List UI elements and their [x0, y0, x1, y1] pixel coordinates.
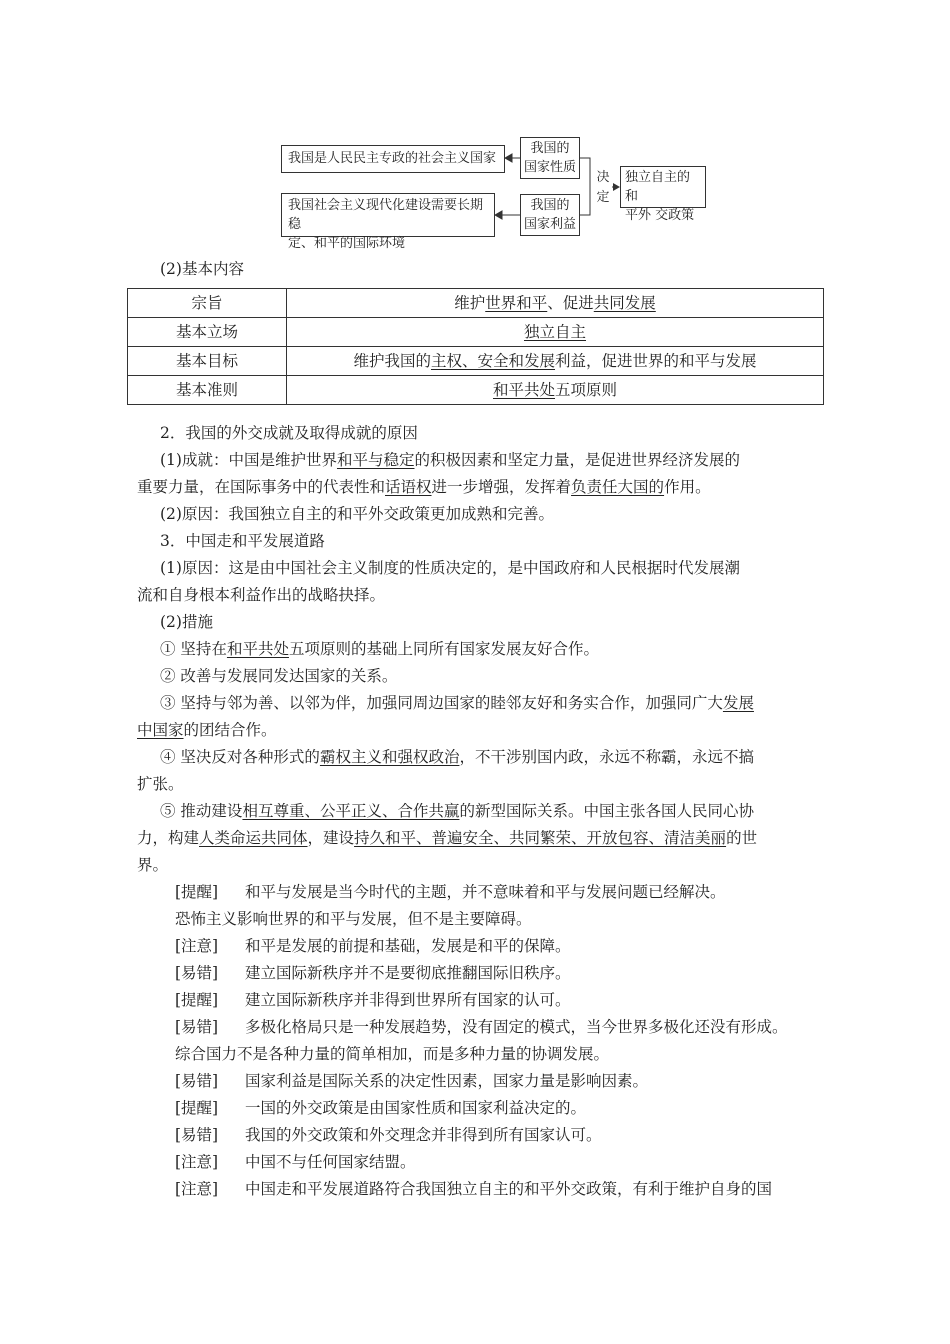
note-tag: [易错] [175, 964, 219, 982]
key-term: 世界和平 [485, 294, 548, 312]
paragraph-line [160, 609, 213, 635]
table-row [128, 376, 824, 405]
note-tag: [易错] [175, 1018, 219, 1036]
table-value [287, 347, 824, 376]
box-national-nature-line2: 国家性质 [523, 160, 576, 175]
key-term: 发展 [722, 694, 754, 712]
text-span: 五项原则 [555, 381, 618, 399]
note-line [175, 906, 532, 932]
key-term: 共同发展 [593, 294, 656, 312]
paragraph-line [160, 690, 754, 716]
text-span: (1)原因：这是由中国社会主义制度的性质决定的，是中国政府和人民根据时代发展潮 [160, 559, 740, 577]
note-text: 恐怖主义影响世界的和平与发展，但不是主要障碍。 [175, 910, 532, 928]
note-tag: [易错] [175, 1072, 219, 1090]
table-row [128, 289, 824, 318]
note-text: 综合国力不是各种力量的简单相加，而是多种力量的协调发展。 [175, 1045, 610, 1063]
note-text: 中国走和平发展道路符合我国独立自主的和平外交政策，有利于维护自身的国 [245, 1180, 773, 1198]
note-tag: [提醒] [175, 991, 219, 1009]
box-national-interest-desc-line2: 定、和平的国际环境 [288, 236, 406, 251]
note-text: 一国的外交政策是由国家性质和国家利益决定的。 [245, 1099, 587, 1117]
key-term: 霸权主义和强权政治 [319, 748, 460, 766]
note-line [175, 987, 571, 1013]
paragraph-line [160, 447, 740, 473]
paragraph-line [160, 420, 418, 446]
decide-char1: 决 [596, 170, 610, 185]
note-tag: [易错] [175, 1126, 219, 1144]
note-line [175, 1068, 648, 1094]
note-line [175, 1014, 788, 1040]
table-value [287, 289, 824, 318]
text-span: 利益，促进世界的和平与发展 [555, 352, 757, 370]
box-national-nature-line1: 我国的 [530, 141, 570, 156]
paragraph-line [160, 663, 397, 689]
box-national-interest-line1: 我国的 [530, 198, 570, 213]
note-text: 和平与发展是当今时代的主题，并不意味着和平与发展问题已经解决。 [245, 883, 726, 901]
key-term: 持久和平、普遍安全、共同繁荣、开放包容、清洁美丽 [354, 829, 727, 847]
text-span: ③ 坚持与邻为善、以邻为伴，加强同周边国家的睦邻友好和务实合作，加强同广大 [160, 694, 723, 712]
note-line [175, 1176, 772, 1202]
paragraph-line [160, 798, 754, 824]
key-term: 负责任大国的 [571, 478, 665, 496]
note-text: 多极化格局只是一种发展趋势，没有固定的模式，当今世界多极化还没有形成。 [245, 1018, 788, 1036]
note-line [175, 960, 571, 986]
table-value [287, 376, 824, 405]
paragraph-line [160, 555, 740, 581]
note-line [175, 933, 571, 959]
note-line [175, 879, 726, 905]
note-text: 中国不与任何国家结盟。 [245, 1153, 416, 1171]
box-national-interest-desc-line1: 我国社会主义现代化建设需要长期稳 [288, 198, 484, 232]
key-term: 独立自主 [523, 323, 586, 341]
note-tag: [注意] [175, 1180, 219, 1198]
note-text: 我国的外交政策和外交理念并非得到所有国家认可。 [245, 1126, 602, 1144]
box-national-interest-line2: 国家利益 [523, 217, 576, 232]
arrow-interest [495, 211, 520, 219]
text-span: 3．中国走和平发展道路 [160, 532, 325, 550]
note-line [175, 1122, 602, 1148]
key-term: 人类命运共同体 [199, 829, 308, 847]
note-tag: [注意] [175, 1153, 219, 1171]
key-term: 话语权 [385, 478, 432, 496]
box-national-nature-desc: 我国是人民民主专政的社会主义国家 [281, 145, 505, 173]
text-span: 的新型国际关系。中国主张各国人民同心协 [459, 802, 754, 820]
key-term: 和平与稳定 [336, 451, 415, 469]
text-span: ① 坚持在 [160, 640, 227, 658]
note-line [175, 1095, 586, 1121]
key-term: 和平共处 [492, 381, 555, 399]
key-term: 相互尊重、公平正义、合作共赢 [242, 802, 460, 820]
text-span: 流和自身根本利益作出的战略抉择。 [137, 586, 386, 604]
text-span: 进一步增强，发挥着 [431, 478, 572, 496]
text-span: 扩张。 [137, 775, 184, 793]
text-span: 的团结合作。 [183, 721, 277, 739]
paragraph-line [137, 771, 184, 797]
table-value [287, 318, 824, 347]
text-span: ④ 坚决反对各种形式的 [160, 748, 320, 766]
key-term: 和平共处 [226, 640, 289, 658]
text-span: 维护 [454, 294, 486, 312]
paragraph-line [137, 582, 385, 608]
text-span: 维护我国的 [353, 352, 431, 370]
text-span: 五项原则的基础上同所有国家发展友好合作。 [288, 640, 599, 658]
key-term: 主权、安全和发展 [430, 352, 555, 370]
key-term: 中国家 [137, 721, 184, 739]
paragraph-line [160, 528, 325, 554]
diagram-arrows [0, 0, 950, 260]
table-key: 宗旨 [128, 289, 287, 318]
paragraph-line [160, 636, 599, 662]
text-span: ② 改善与发展同发达国家的关系。 [160, 667, 398, 685]
note-tag: [注意] [175, 937, 219, 955]
note-tag: [提醒] [175, 883, 219, 901]
table-key: 基本准则 [128, 376, 287, 405]
text-span: 的世 [726, 829, 758, 847]
text-span: (1)成就：中国是维护世界 [160, 451, 337, 469]
note-line [175, 1149, 416, 1175]
text-span: 界。 [137, 856, 169, 874]
decide-char2: 定 [596, 190, 610, 205]
table-key: 基本目标 [128, 347, 287, 376]
paragraph-line [137, 474, 711, 500]
table-row [128, 318, 824, 347]
note-tag: [提醒] [175, 1099, 219, 1117]
note-line [175, 1041, 609, 1067]
text-span: ，不干涉别国内政，永远不称霸，永远不搞 [459, 748, 754, 766]
note-text: 建立国际新秩序并不是要彻底推翻国际旧秩序。 [245, 964, 571, 982]
text-span: (2)原因：我国独立自主的和平外交政策更加成熟和完善。 [160, 505, 554, 523]
table-row [128, 347, 824, 376]
paragraph-line [137, 825, 757, 851]
text-span: 、促进 [547, 294, 594, 312]
section-title-basic-content: (2)基本内容 [160, 260, 244, 278]
note-text: 国家利益是国际关系的决定性因素，国家力量是影响因素。 [245, 1072, 649, 1090]
box-foreign-policy-line2: 平外 交政策 [625, 208, 695, 223]
text-span: ，建设 [307, 829, 355, 847]
paragraph-line [137, 717, 277, 743]
arrow-nature [505, 154, 520, 162]
text-span: 重要力量，在国际事务中的代表性和 [137, 478, 386, 496]
box-foreign-policy-line1: 独立自主的和 [625, 170, 691, 204]
text-span: (2)措施 [160, 613, 213, 631]
basic-content-table [127, 288, 824, 405]
arrow-policy-head [613, 183, 620, 191]
paragraph-line [160, 501, 554, 527]
paragraph-line [137, 852, 168, 878]
note-text: 建立国际新秩序并非得到世界所有国家的认可。 [245, 991, 571, 1009]
note-text: 和平是发展的前提和基础，发展是和平的保障。 [245, 937, 571, 955]
paragraph-line [160, 744, 754, 770]
text-span: 力，构建 [137, 829, 200, 847]
table-key: 基本立场 [128, 318, 287, 347]
text-span: 作用。 [664, 478, 711, 496]
text-span: ⑤ 推动建设 [160, 802, 243, 820]
text-span: 的积极因素和坚定力量，是促进世界经济发展的 [414, 451, 740, 469]
text-span: 2．我国的外交成就及取得成就的原因 [160, 424, 418, 442]
